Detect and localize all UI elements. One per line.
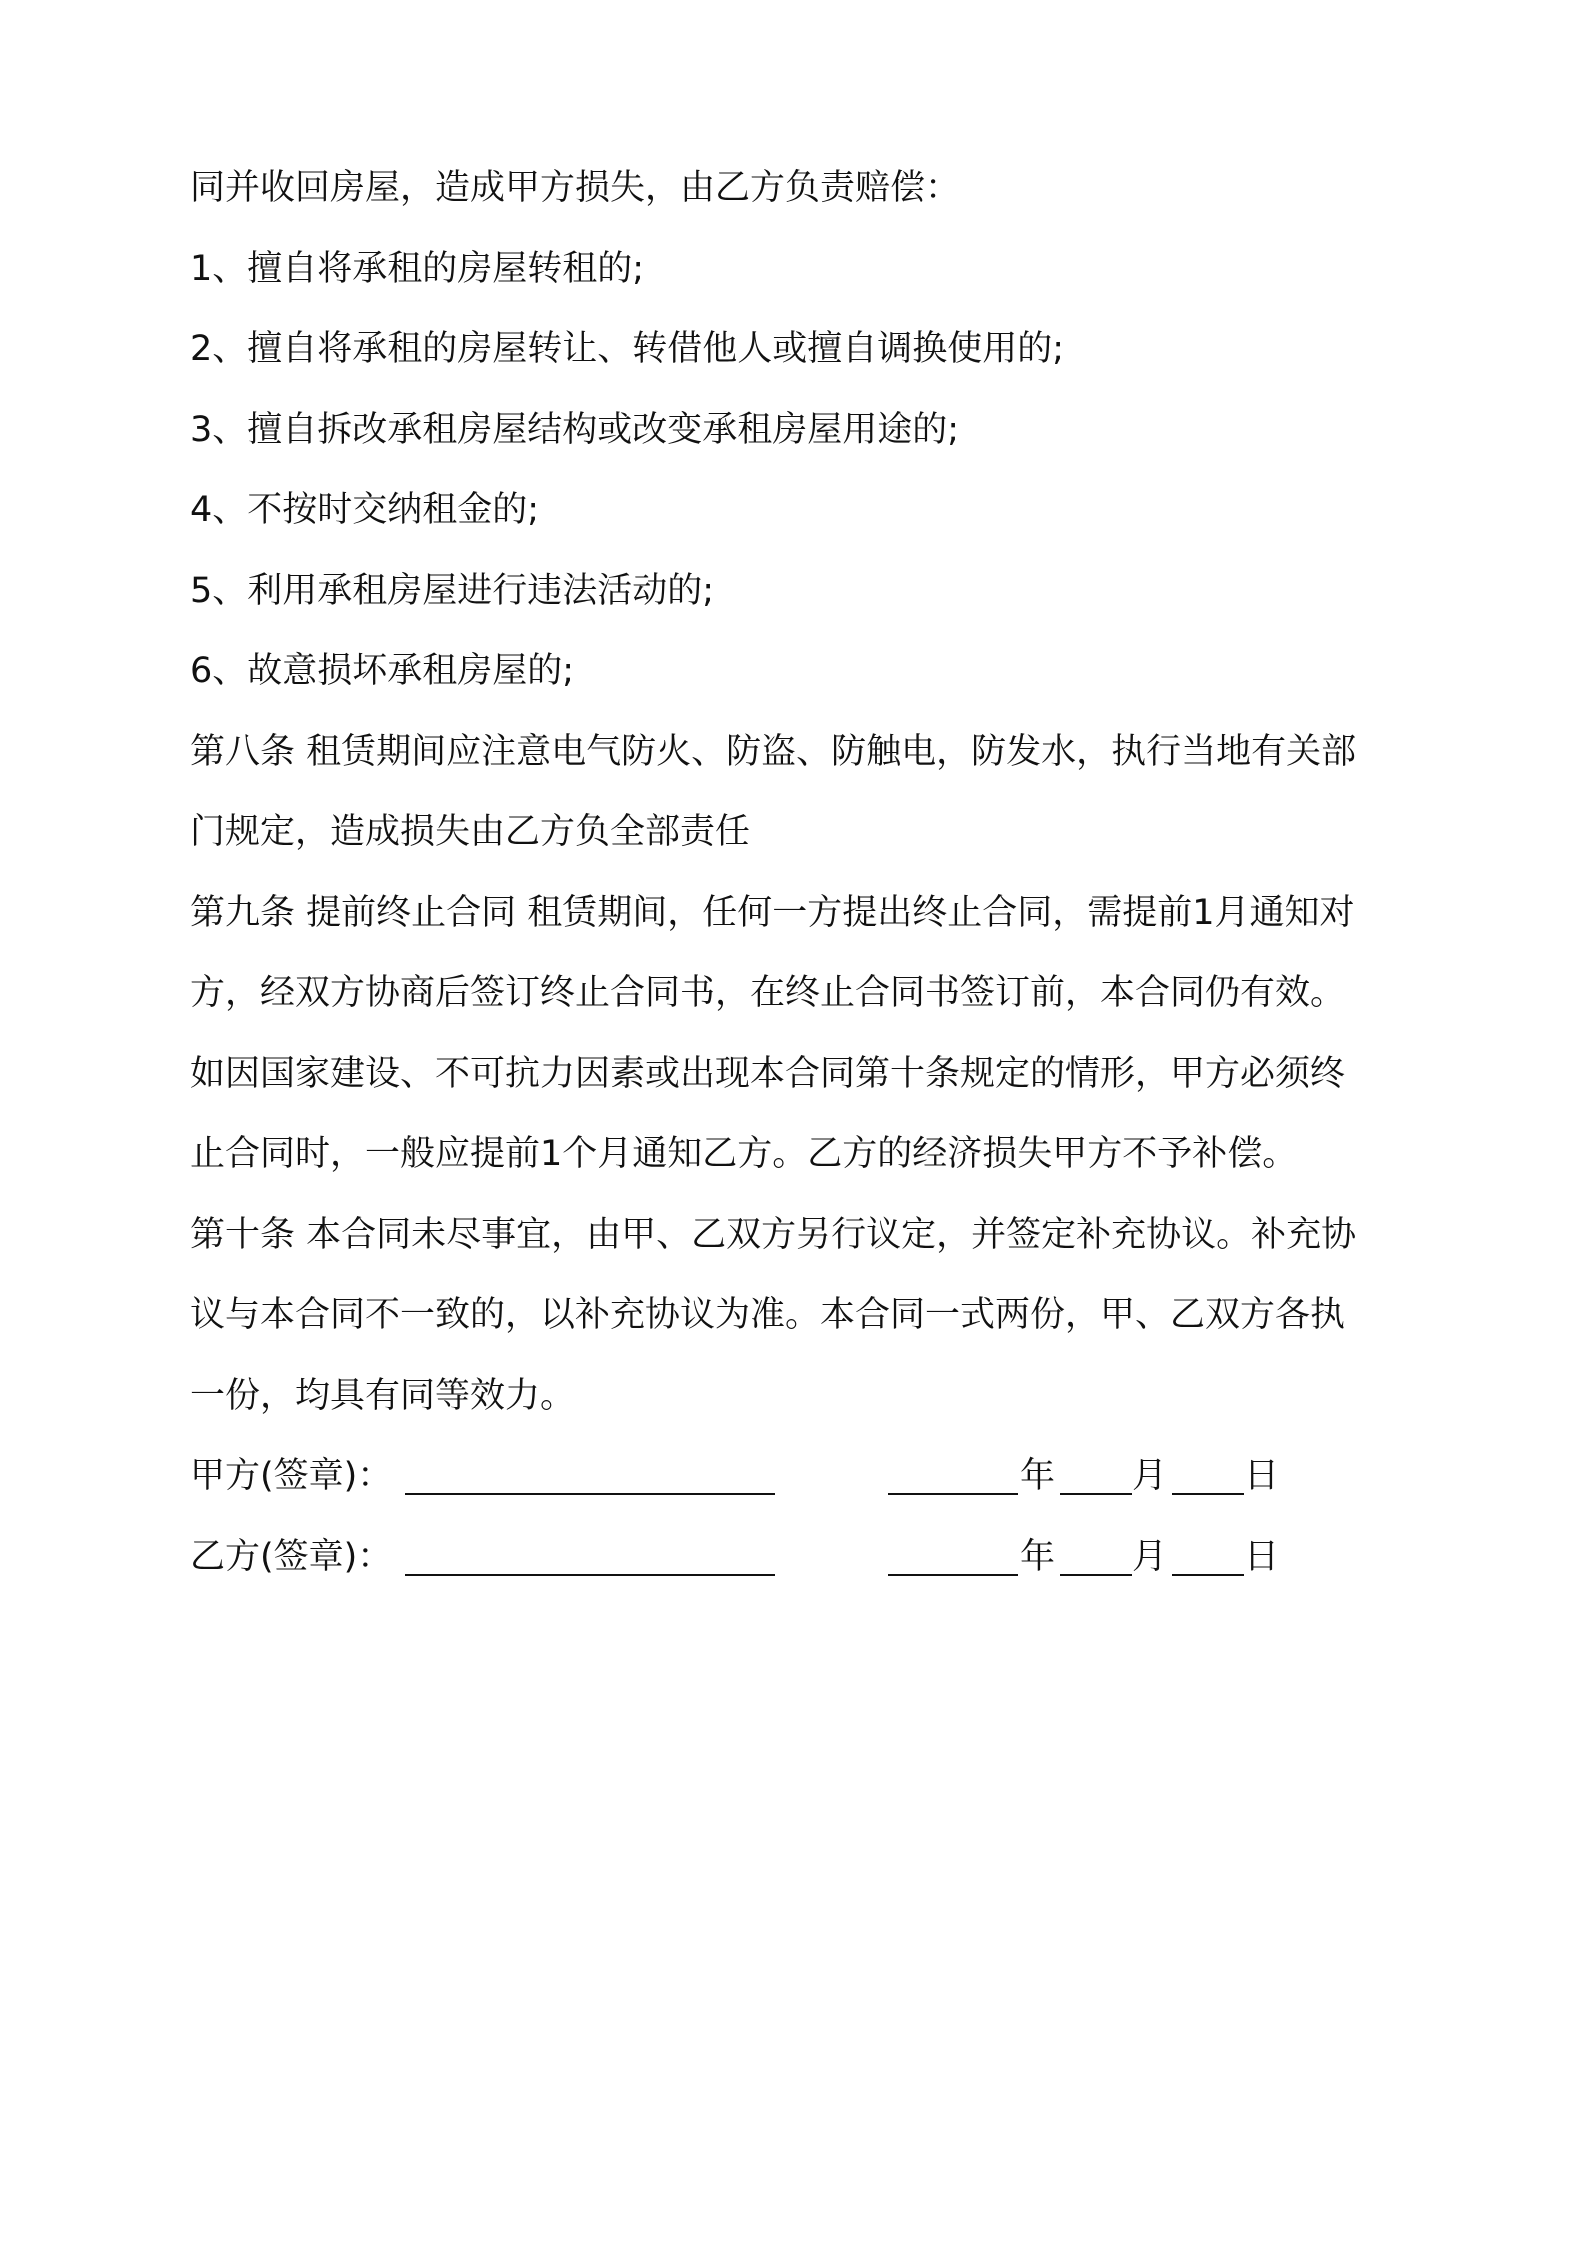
party-b-month-blank[interactable] [1060, 1574, 1132, 1576]
party-b-signature-blank[interactable] [405, 1574, 775, 1576]
article-8-line-1: 第八条 租赁期间应注意电气防火、防盗、防触电，防发水，执行当地有关部 [190, 731, 1357, 772]
party-b-month-label: 月 [1132, 1536, 1168, 1577]
party-b-signature-row [190, 1517, 1440, 1598]
document-body [190, 148, 1440, 1597]
party-a-signature-row [190, 1436, 1440, 1517]
list-item: 4、不按时交纳租金的; [190, 490, 540, 530]
list-item: 3、擅自拆改承租房屋结构或改变承租房屋用途的; [190, 409, 960, 450]
party-a-signature-label: 甲方(签章)： [190, 1456, 393, 1496]
party-a-day-label: 日 [1244, 1456, 1280, 1496]
list-item: 5、利用承租房屋进行违法活动的; [190, 570, 715, 611]
list-item: 1、擅自将承租的房屋转租的; [190, 248, 645, 289]
party-a-month-blank[interactable] [1060, 1493, 1132, 1495]
party-a-year-label: 年 [1020, 1456, 1056, 1496]
text-line: 同并收回房屋，造成甲方损失，由乙方负责赔偿： [190, 168, 961, 208]
party-a-year-blank[interactable] [888, 1493, 1018, 1495]
list-item: 6、故意损坏承租房屋的; [190, 651, 575, 691]
article-8-line-2: 门规定，造成损失由乙方负全部责任 [190, 812, 751, 852]
party-a-month-label: 月 [1132, 1456, 1168, 1496]
article-10-line-3: 一份，均具有同等效力。 [190, 1375, 576, 1416]
party-b-day-blank[interactable] [1172, 1574, 1244, 1576]
list-item: 2、擅自将承租的房屋转让、转借他人或擅自调换使用的; [190, 329, 1065, 369]
party-a-day-blank[interactable] [1172, 1493, 1244, 1495]
party-b-year-label: 年 [1020, 1536, 1056, 1577]
party-b-day-label: 日 [1244, 1536, 1280, 1577]
article-10-line-1: 第十条 本合同未尽事宜，由甲、乙双方另行议定，并签定补充协议。补充协 [190, 1214, 1357, 1255]
article-9-line-1: 第九条 提前终止合同 租赁期间，任何一方提出终止合同，需提前1月通知对 [190, 892, 1355, 933]
party-a-signature-blank[interactable] [405, 1493, 775, 1495]
party-b-year-blank[interactable] [888, 1574, 1018, 1576]
party-b-signature-label: 乙方(签章)： [190, 1536, 393, 1577]
article-9-line-3: 如因国家建设、不可抗力因素或出现本合同第十条规定的情形，甲方必须终 [190, 1053, 1346, 1094]
article-9-line-4: 止合同时，一般应提前1个月通知乙方。乙方的经济损失甲方不予补偿。 [190, 1134, 1298, 1174]
article-9-line-2: 方，经双方协商后签订终止合同书，在终止合同书签订前，本合同仍有效。 [190, 973, 1346, 1013]
article-10-line-2: 议与本合同不一致的，以补充协议为准。本合同一式两份，甲、乙双方各执 [190, 1295, 1346, 1335]
